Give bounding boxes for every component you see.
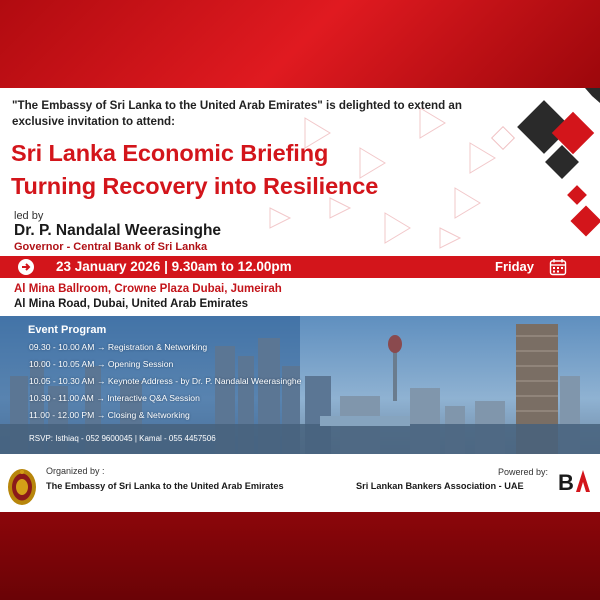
program-label: Opening Session: [107, 359, 174, 369]
diamond-decoration: [490, 88, 600, 258]
program-label: Keynote Address - by Dr. P. Nandalal Weerasinghe: [107, 376, 302, 386]
program-label: Registration & Networking: [107, 342, 208, 352]
program-item: [29, 342, 207, 352]
program-item: [29, 410, 190, 420]
ba-logo-icon: [556, 466, 592, 496]
program-item: [29, 376, 301, 386]
program-time: 10.05 - 10.30 AM: [29, 376, 95, 386]
program-label: Closing & Networking: [107, 410, 190, 420]
event-day: Friday: [495, 259, 535, 274]
program-time: 09.30 - 10.00 AM: [29, 342, 95, 352]
speaker-role: Governor - Central Bank of Sri Lanka: [14, 241, 208, 253]
top-red-band: [0, 0, 600, 90]
organized-by-label: Organized by :: [46, 466, 105, 476]
sponsor-name: Sri Lankan Bankers Association - UAE: [356, 481, 524, 491]
bottom-red-band: [0, 512, 600, 600]
program-title: Event Program: [28, 324, 107, 336]
intro-text: "The Embassy of Sri Lanka to the United Arab Emirates" is delighted to extend an exclusive invitation to attend:: [12, 99, 462, 128]
program-item: [29, 393, 200, 403]
arrow-icon: →: [96, 410, 106, 420]
powered-by-label: Powered by:: [498, 467, 549, 477]
event-subtitle: Turning Recovery into Resilience: [11, 173, 379, 199]
date-bar: [0, 256, 600, 278]
program-time: 10.00 - 10.05 AM: [29, 359, 95, 369]
arrow-icon: →: [96, 359, 106, 369]
venue-address: Al Mina Road, Dubai, United Arab Emirates: [14, 298, 249, 310]
calendar-icon: [549, 258, 567, 276]
event-title: Sri Lanka Economic Briefing: [11, 140, 329, 166]
program-item: [29, 359, 173, 369]
rsvp-contact: RSVP: Isthiaq - 052 9600045 | Kamal - 055 4457506: [29, 434, 216, 443]
svg-text:B: B: [558, 470, 574, 495]
invitation-card: [0, 88, 600, 512]
event-date-time: 23 January 2026 | 9.30am to 12.00pm: [56, 259, 292, 274]
program-time: 10.30 - 11.00 AM: [29, 393, 94, 403]
led-by-label: led by: [14, 210, 44, 222]
arrow-right-circle-icon: [18, 259, 34, 275]
program-time: 11.00 - 12.00 PM: [29, 410, 95, 420]
program-label: Interactive Q&A Session: [107, 393, 200, 403]
organizer-name: The Embassy of Sri Lanka to the United Arab Emirates: [46, 481, 284, 491]
arrow-icon: →: [96, 342, 106, 352]
arrow-icon: →: [96, 393, 105, 403]
footer: [0, 454, 600, 512]
arrow-icon: →: [96, 376, 106, 386]
emblem-icon: [7, 468, 37, 506]
venue-name: Al Mina Ballroom, Crowne Plaza Dubai, Jumeirah: [14, 283, 282, 295]
speaker-name: Dr. P. Nandalal Weerasinghe: [14, 222, 222, 239]
